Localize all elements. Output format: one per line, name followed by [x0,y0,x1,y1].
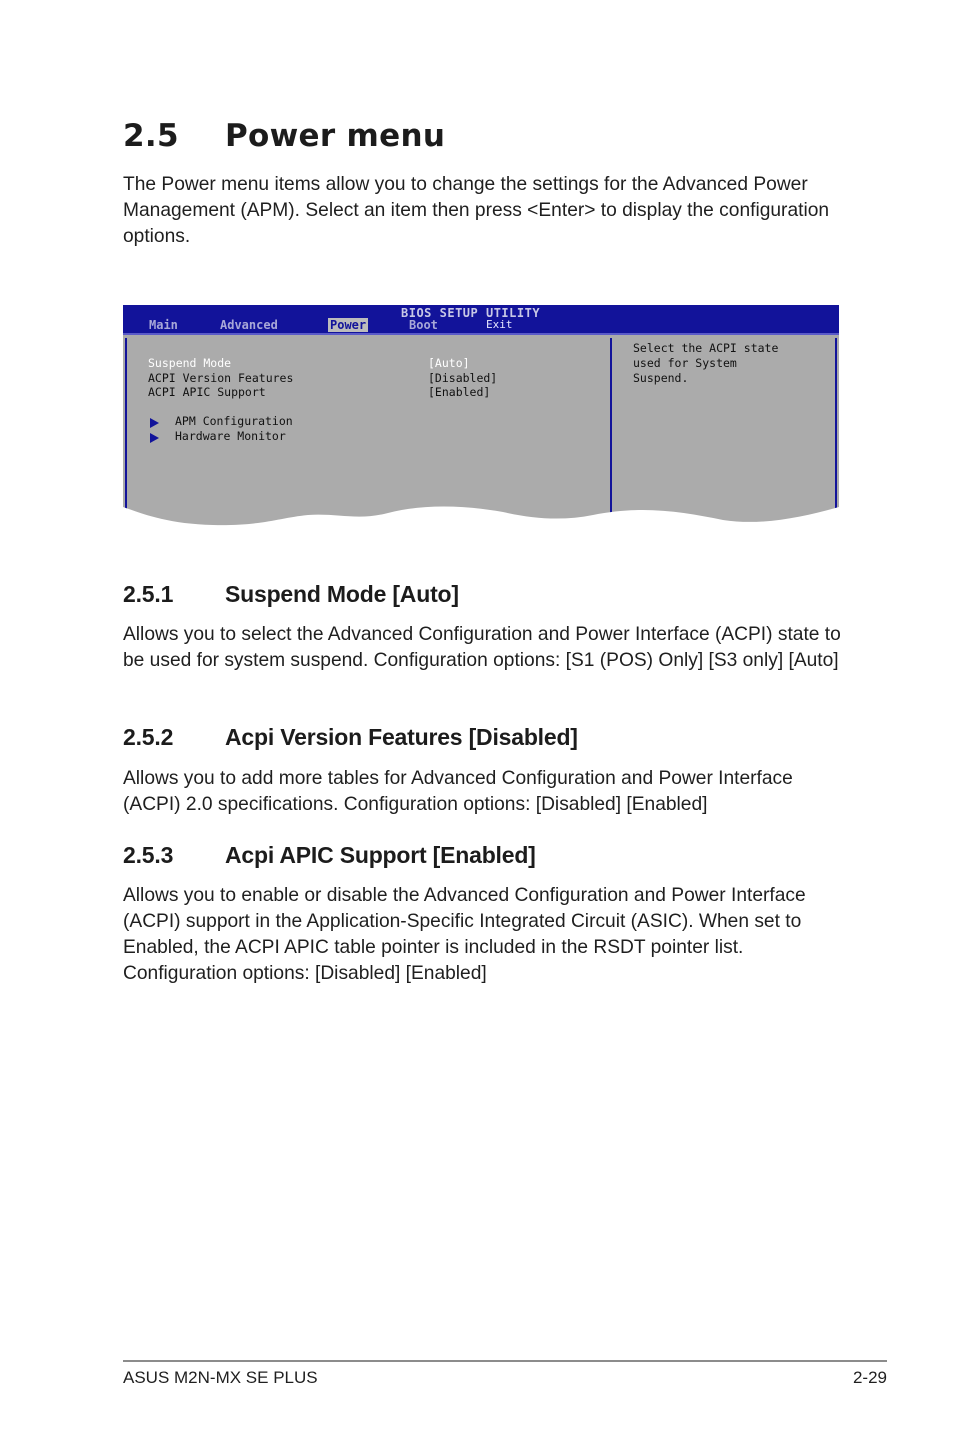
footer-divider [123,1360,887,1362]
section-intro: The Power menu items allow you to change the settings for the Advanced Power Management (APM). Select an item then press <Enter> to display the configuration options. [123,174,830,247]
torn-edge [123,500,839,535]
bios-tab-power[interactable]: Power [330,318,367,332]
subsection-number: 2.5.3 [123,842,174,868]
bios-item-acpi-version[interactable]: ACPI Version Features [148,371,294,385]
subsection-title-suspend-mode [123,581,459,608]
bios-item-acpi-apic[interactable]: ACPI APIC Support [148,385,266,399]
subsection-body-acpi-version: Allows you to add more tables for Advanced Configuration and Power Interface (ACPI) 2.0 specifications. Configuration options: [Disabled] [Enabled] [123,768,793,815]
subsection-body-suspend-mode: Allows you to select the Advanced Configuration and Power Interface (ACPI) state to be used for system suspend. Configuration options: [S1 (POS) Only] [S3 only] [Auto] [123,624,841,671]
bios-help-line: Suspend. [633,371,689,385]
bios-tab-main[interactable]: Main [149,318,178,332]
section-title-text: Power menu [225,118,446,154]
section-number: 2.5 [123,118,179,154]
bios-tab-boot[interactable]: Boot [409,318,438,332]
footer-page-number: 2-29 [852,1368,887,1387]
submenu-arrow-icon [150,433,159,443]
subsection-title-text: Acpi Version Features [Disabled] [225,724,578,750]
subsection-title-acpi-version [123,724,578,751]
bios-tab-exit[interactable]: Exit [486,318,513,331]
subsection-number: 2.5.2 [123,724,174,750]
bios-value-acpi-apic[interactable]: [Enabled] [428,385,491,399]
footer-product: ASUS M2N-MX SE PLUS [123,1368,318,1387]
bios-value-acpi-version[interactable]: [Disabled] [428,371,498,385]
bios-submenu-apm[interactable]: APM Configuration [175,414,293,428]
submenu-arrow-icon [150,418,159,428]
bios-help-line: Select the ACPI state [633,341,779,355]
subsection-number: 2.5.1 [123,581,174,607]
bios-screenshot [123,305,839,535]
section-title [123,118,445,154]
bios-submenu-hardware-monitor[interactable]: Hardware Monitor [175,429,286,443]
subsection-title-text: Acpi APIC Support [Enabled] [225,842,536,868]
bios-tab-advanced[interactable]: Advanced [220,318,278,332]
bios-help-line: used for System [633,356,737,370]
subsection-title-text: Suspend Mode [Auto] [225,581,459,607]
bios-title: BIOS SETUP UTILITY [401,306,541,320]
bios-menu-bar [123,305,839,335]
bios-item-suspend-mode[interactable]: Suspend Mode [148,356,232,370]
subsection-title-acpi-apic [123,842,536,869]
bios-value-suspend-mode[interactable]: [Auto] [428,356,470,370]
subsection-body-acpi-apic: Allows you to enable or disable the Advanced Configuration and Power Interface (ACPI) support in the Application-Specific Integrated Circuit (ASIC). When set to Enabled, the ACPI APIC table pointer is included in the RSDT pointer list. Configuration options: [Disabled] [Enabled] [123,885,806,984]
